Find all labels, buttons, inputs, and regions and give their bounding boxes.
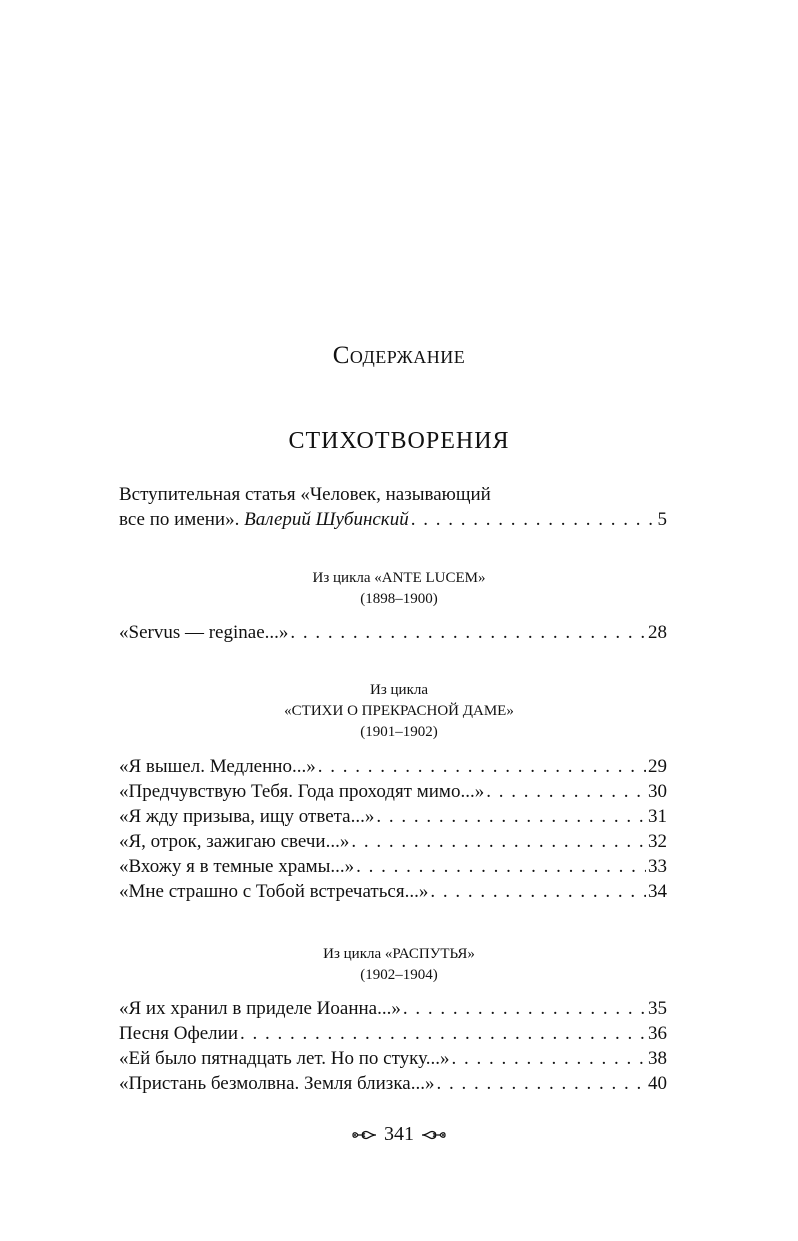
toc-intro — [119, 482, 667, 532]
cycle-title-line1: Из цикла — [370, 682, 428, 698]
toc-entry[interactable] — [119, 1071, 667, 1096]
page-number: 30 — [648, 781, 667, 802]
cycle-title-line2: «СТИХИ О ПРЕКРАСНОЙ ДАМЕ» — [284, 703, 514, 719]
page-number: 31 — [648, 806, 667, 827]
cycle-heading — [0, 944, 798, 986]
toc-list — [119, 996, 667, 1096]
entry-title: «Вхожу я в темные храмы...» — [119, 856, 355, 877]
entry-title: «Мне страшно с Тобой встречаться...» — [119, 881, 429, 902]
page-number: 28 — [648, 622, 667, 643]
intro-author: Валерий Шубинский — [244, 509, 409, 530]
page-number: 5 — [657, 509, 667, 530]
dot-leader — [430, 879, 646, 904]
page-number-footer: 341 — [384, 1123, 414, 1145]
toc-entry[interactable] — [119, 1046, 667, 1071]
entry-title: «Я вышел. Медленно...» — [119, 756, 316, 777]
toc-entry[interactable] — [119, 829, 667, 854]
dot-leader — [240, 1021, 646, 1046]
entry-title: «Servus — reginae...» — [119, 622, 289, 643]
toc-entry[interactable] — [119, 754, 667, 779]
intro-line2[interactable] — [119, 507, 667, 532]
dot-leader — [403, 996, 646, 1021]
page-number: 33 — [648, 856, 667, 877]
dot-leader — [411, 507, 656, 532]
fleuron-icon — [420, 1127, 446, 1143]
dot-leader — [376, 804, 646, 829]
dot-leader — [290, 620, 646, 645]
entry-title: «Я их хранил в приделе Иоанна...» — [119, 998, 401, 1019]
toc-entry[interactable] — [119, 804, 667, 829]
page-footer — [0, 1123, 798, 1146]
page-number: 38 — [648, 1048, 667, 1069]
cycle-years: (1902–1904) — [360, 967, 438, 983]
section-title: СТИХОТВОРЕНИЯ — [288, 428, 510, 454]
toc-entry[interactable] — [119, 620, 667, 645]
toc-list — [119, 620, 667, 645]
page-number: 32 — [648, 831, 667, 852]
toc-list — [119, 754, 667, 904]
toc-entry[interactable] — [119, 996, 667, 1021]
cycle-heading — [0, 680, 798, 743]
page-number: 34 — [648, 881, 667, 902]
dot-leader — [436, 1071, 646, 1096]
entry-title: «Я, отрок, зажигаю свечи...» — [119, 831, 350, 852]
toc-entry[interactable] — [119, 879, 667, 904]
intro-title: все по имени». Валерий Шубинский — [119, 509, 409, 530]
fleuron-icon — [352, 1127, 378, 1143]
page-number: 36 — [648, 1023, 667, 1044]
entry-title: Песня Офелии — [119, 1023, 239, 1044]
cycle-years: (1901–1902) — [360, 724, 438, 740]
entry-title: «Я жду призыва, ищу ответа...» — [119, 806, 375, 827]
entry-title: «Пристань безмолвна. Земля близка...» — [119, 1073, 435, 1094]
dot-leader — [318, 754, 646, 779]
dot-leader — [356, 854, 646, 879]
dot-leader — [351, 829, 646, 854]
cycle-years: (1898–1900) — [360, 591, 438, 607]
toc-entry[interactable] — [119, 779, 667, 804]
page-number: 29 — [648, 756, 667, 777]
toc-entry[interactable] — [119, 854, 667, 879]
dot-leader — [451, 1046, 646, 1071]
intro-line1: Вступительная статья «Человек, называющий — [119, 484, 491, 505]
contents-title: Содержание — [332, 342, 466, 369]
page-number: 35 — [648, 998, 667, 1019]
dot-leader — [486, 779, 646, 804]
entry-title: «Ей было пятнадцать лет. Но по стуку...» — [119, 1048, 450, 1069]
cycle-heading — [0, 568, 798, 610]
entry-title: «Предчувствую Тебя. Года проходят мимо...» — [119, 781, 485, 802]
cycle-title: Из цикла «ANTE LUCEM» — [312, 570, 486, 586]
cycle-title: Из цикла «РАСПУТЬЯ» — [323, 946, 475, 962]
page-number: 40 — [648, 1073, 667, 1094]
toc-entry[interactable] — [119, 1021, 667, 1046]
